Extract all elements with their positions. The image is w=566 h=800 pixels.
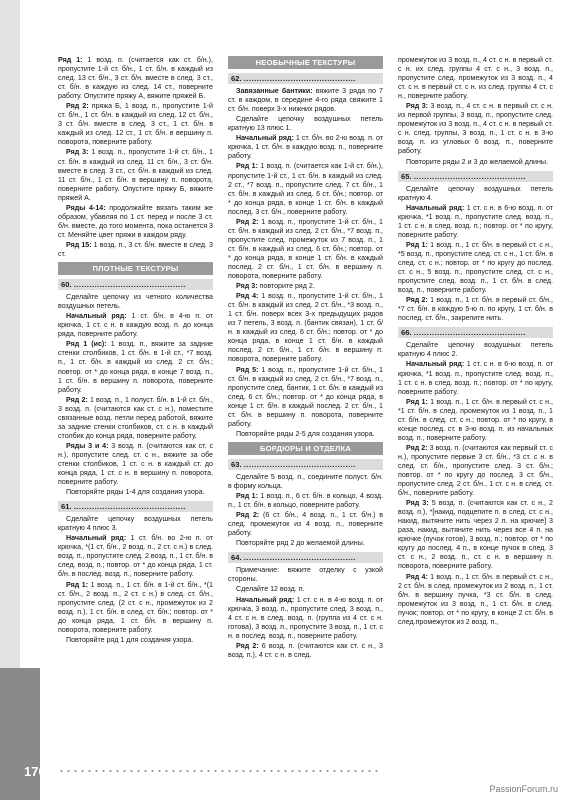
paragraph: Повторяйте ряды 2-5 для создания узора. [236, 429, 375, 438]
paragraph: Ряды 4-14: продолжайте вязать таким же образом, убавляя по 1 ст. перед и после 3 ст. б/н. вместе, до того момента, пока останется 3 ст. Меняйте цвет пряжи в каждом ряду. [58, 203, 214, 239]
paragraph: Сделайте цепочку воздушных петель кратную 13 плюс 1. [228, 115, 383, 133]
paragraph: Ряд 2: (6 ст. б/н., 4 возд. п., 1 ст. б/н.) в след. промежуток из 4 возд. п., поверните работу. [228, 511, 383, 538]
paragraph: Завязанные бантики: вяжите 3 ряда по 7 ст. в каждом, в середине 4-го ряда свяжите 1 ст. б/н. поверх 3-х нижних рядов. [228, 87, 383, 114]
dots: ........................................... [73, 280, 186, 290]
paragraph: Примечание: вяжите отделку с узкой стороны. [228, 566, 383, 584]
paragraph: Ряд 3: повторите ряд 2. [236, 282, 315, 291]
paragraph: промежуток из 3 возд. п., 4 ст. с н. в первый ст. с н. их след. группы 4 ст. с н., 3 возд. п., пропустите след. промежуток из 3 возд. п., 4 ст. с н. в первый ст. с н. из след. группы 4 ст. с н., поверните работу. [398, 56, 553, 101]
pattern-number: 62. [231, 74, 242, 84]
page-number: 170 [24, 764, 46, 779]
paragraph: Ряд 1 (ис): 1 возд. п., вяжите за задние стенки столбиков, 1 ст. б/н. в 1-й ст., *7 возд. п., 1 ст. б/н. в каждый из след. 2 ст. б/н.; повтор. от * до конца ряда, в конце 7 возд. п., 1 ст. б/н. в вершину п. поворота, поверните работу. [58, 340, 214, 394]
pattern-number: 63. [231, 459, 242, 469]
pattern-number-66 [398, 327, 553, 338]
paragraph: Повторите ряды 2 и 3 до желаемой длины. [406, 157, 548, 166]
paragraph: Ряд 1: 1 возд. п., 1 ст. б/н. в 1-й ст. б/н., *(1 ст. б/н., 2 возд. п., 2 ст. с н.) в след. ст. б/н., пропустите след. (2 ст. с н., промежуток из 2 возд. п.), 1 ст. б/н. в след. ст. б/н.; повтор. от * до конца ряда, 1 ст. б/н. в вершину п. поворота, поверните работу. [58, 580, 214, 634]
pattern-number: 64. [231, 553, 242, 563]
paragraph: Начальный ряд: 1 ст. б/н. в 4-ю п. от крючка, 1 ст. с н. в каждую возд. п. до конца ряда, поверните работу. [58, 312, 214, 339]
paragraph: Сделайте цепочку воздушных петель кратную 4 плюс 2. [398, 341, 553, 359]
pattern-number-60 [58, 279, 213, 290]
paragraph: Ряд 15: 1 возд. п., 3 ст. б/н. вместе в след. 3 ст. [58, 240, 213, 258]
paragraph: Ряд 4: 1 возд. п., пропустите 1-й ст. б/н., 1 ст. б/н. в каждый из след. 2 ст. б/н., *3 возд. п., 1 ст. б/н. поверх всех 3-х предыдущих рядов из 7 петель, 3 возд. п. (бантик связан), 1 ст. б/н. в каждый из след. 6 ст. б/н.; повтор. от * до конца ряда, в конце 1 ст. б/н. в каждый послед. 2 ст. б/н., 1 ст. б/н. в вершину п. поворота, поверните работу. [228, 292, 383, 364]
paragraph: Ряд 1: 1 возд. п. (считается как ст. б/н.), пропустите 1-й ст. б/н., 1 ст. б/н. в каждый из след. 13 ст. б/н., 3 ст. б/н. вместе в след. 3 ст., ст. б/н. в каждую из след. 14 ст., поверните работу. Опустите пряжу А, вяжите пряжей Б. [58, 56, 213, 101]
paragraph: Ряд 2: 1 возд. п., пропустите 1-й ст. б/н., 1 ст. б/н. в каждый из след. 2 ст. б/н., *7 возд. п., пропустите след. промежуток из 7 возд. п., 1 ст. б/н. в каждый из след. 6 ст. б/н.; повтор. от * до конца ряда, в конце 1 ст. б/н. в каждый послед. 2 ст. б/н., 1 ст. б/н. в вершину п. поворота, поверните работу. [228, 217, 383, 281]
page-number-tab [0, 668, 40, 800]
pattern-number: 65. [401, 171, 412, 181]
paragraph: Ряд 2: 6 возд. п. (считаются как ст. с н., 3 возд. п.), 4 ст. с н. в след. [228, 641, 383, 659]
paragraph: Ряд 1: 1 возд. п. (считается как 1-й ст. б/н.), пропустите 1-й ст., 1 ст. б/н. в каждый из след. 2 ст., *7 возд. п., пропустите след. 7 ст. б/н., 1 ст. б/н. в каждый из след. 6 ст. б/н.; повтор. от * до конца ряда, в конце 1 ст. б/н. в каждый послед. 3 ст. б/н., поверните работу. [228, 162, 384, 216]
pattern-number: 66. [401, 328, 412, 338]
column-1 [58, 56, 213, 646]
pattern-number-65 [398, 171, 553, 182]
section-header-unusual-textures: НЕОБЫЧНЫЕ ТЕКСТУРЫ [228, 56, 383, 69]
column-2 [228, 56, 383, 661]
pattern-number-63 [228, 459, 383, 470]
paragraph: Начальный ряд: 1 ст. с н. в 6-ю возд. п. от крючка, *1 возд. п., пропустите след. возд. п., 1 ст. с н. в след. возд. п.; повтор. от * по кругу, поверните работу. [398, 203, 553, 239]
pattern-number-64 [228, 552, 383, 563]
paragraph: Начальный ряд: 1 ст. с н. в 6-ю возд. п. от крючка, *1 возд. п., пропустите след. возд. п., 1 ст. с н. в след. возд. п.; повтор. от * по кругу, поверните работу. [398, 360, 553, 396]
dots: ........................................... [73, 502, 186, 512]
paragraph: Ряд 1: 1 возд. п., 1 ст. б/н. в первый ст. с н., *5 возд. п., пропустите след. ст. с н., 1 ст. б/н. в след. ст. с н.; повтор. от * по кругу до послед. ст. с н., 5 возд. п., пропустите след. ст. с н., пропустите след. возд. п., 1 ст. б/н. в след. возд. п., поверните работу. [398, 240, 554, 295]
dots: ........................................... [243, 553, 356, 563]
paragraph: Ряд 3: 3 возд. п., 4 ст. с н. в первый ст. с н. из первой группы, 3 возд. п., пропустите след. промежуток из 3 возд. п., 4 ст. с н. в первый ст. с н. след. группы, 3 возд. п., 1 ст. с н. в 3-ю возд. п. из угловых 6 возд. п., поверните работу. [398, 102, 554, 156]
paragraph: Ряд 2: пряжа Б, 1 возд. п., пропустите 1-й ст. б/н., 1 ст. б/н. в каждый из след. 12 ст. б/н., 3 ст. б/н. вместе в след. 3 ст., 1 ст. б/н. в каждый из след. 12 ст., 1 ст. б/н. в вершину п. поворота, поверните работу. [58, 102, 213, 147]
paragraph: Ряд 2: 1 возд. п., 1 ст. б/н. в первый ст. б/н., *7 ст. б/н. в каждую 5-ю п. по кругу, 1 ст. б/н. в послед. ст. б/н., закрепите нить. [398, 296, 554, 323]
section-header-dense-textures: ПЛОТНЫЕ ТЕКСТУРЫ [58, 262, 213, 275]
paragraph: Повторяйте ряд 1 для создания узора. [66, 635, 194, 644]
paragraph: Ряд 2: 3 возд. п. (считаются как первый ст. с н.), пропустите первые 3 ст. б/н., *3 ст. с н. в след. ст. б/н., пропустите след. 3 ст. б/н.; повтор. от * по кругу до послед. 3 ст. б/н., пропустите след. 2 ст. б/н., 1 ст. с н. в след. ст. б/н., поверните работу. [398, 443, 553, 498]
dots: ........................................... [243, 74, 356, 84]
paragraph: Повторяйте ряды 1-4 для создания узора. [66, 488, 205, 497]
paragraph: Ряд 1: 1 возд. п., 6 ст. б/н. в кольцо, 4 возд. п., 1 ст. б/н. в кольцо, поверните работу. [228, 492, 384, 510]
paragraph: Повторяйте ряд 2 до желаемой длины. [236, 539, 365, 548]
paragraph: Ряд 4: 1 возд. п., 1 ст. б/н. в первый ст. с н., 2 ст. б/н. в след. промежуток из 2 возд. п., 1 ст. б/н. в вершину пучка, *3 ст. б/н. в след. промежуток из 3 возд. п., 1 ст. б/н. в след. пучок; повтор. от * по кругу, в конце 2 ст. б/н. в след.промежуток из 2 возд. п., [398, 572, 554, 626]
section-header-borders: БОРДЮРЫ И ОТДЕЛКА [228, 442, 383, 455]
paragraph: Ряд 3: 1 возд. п., пропустите 1-й ст. б/н., 1 ст. б/н. в каждый из след. 11 ст. б/н., 3 ст. б/н. вместе в след. 3 ст., ст. б/н. в каждый из след. 11 ст. б/н., 1 ст. б/н. в вершину п. поворота, поверните работу. Опустите пряжу Б, вяжите пряжей А. [58, 148, 213, 202]
paragraph: Ряд 2: 1 возд. п., 1 полуст. б/н. в 1-й ст. б/н., 3 возд. п. (считаются как ст. с н.), поместите связанные возд. петли перед работой, вяжите за задние стенки столбиков, ст. с н. в каждый столбик до конца ряда, поверните работу. [58, 395, 213, 440]
pattern-number-61 [58, 501, 213, 512]
dots: ........................................... [413, 328, 526, 338]
paragraph: Ряды 3 и 4: 3 возд. п. (считаются как ст. с н.), пропустите след. ст. с н., вяжите за обе стенки столбиков, 1 ст. с н. в каждый ст. до конца ряда, 1 ст. с н. в вершину п. поворота, поверните работу. [58, 441, 213, 487]
pattern-number: 60. [61, 280, 72, 290]
dots: ........................................... [243, 459, 356, 469]
footer-dotted-line [58, 770, 378, 772]
paragraph: Сделайте цепочку из четного количества воздушных петель. [58, 293, 213, 311]
paragraph: Начальный ряд: 1 ст. б/н. во 2-ю п. от крючка, *(1 ст. б/н., 2 возд. п., 2 ст. с н.) в след. возд. п., пропустите след. 2 возд. п., 1 ст. б/н. в след. возд. п.; повтор. от * до конца ряда, 1 ст. б/н. в послед. возд. п., поверните работу. [58, 534, 213, 579]
paragraph: Ряд 1: 1 возд. п., 1 ст. б/н. в первый ст. с н., *1 ст. б/н. в след. промежуток из 1 возд. п., 1 ст. б/н. в след. ст. с н.; повтор. от * по кругу, в конце послед. ст. в 3-ю возд. п. из начальных возд. п., поверните работу. [398, 397, 554, 442]
pattern-number-62 [228, 73, 383, 84]
paragraph: Начальный ряд: 1 ст. б/н. во 2-ю возд. п. от крючка, 1 ст. б/н. в каждую возд. п., поверните работу. [228, 134, 383, 161]
paragraph: Ряд 5: 1 возд. п., пропустите 1-й ст. б/н., 1 ст. б/н. в каждый из след. 2 ст. б/н., *7 возд. п., пропустите след. бантик, 1 ст. б/н. в каждый из след. 6 ст. б/н.; повтор. от * до конца ряда, в конце 1 ст. б/н. в каждый послед. 2 ст. б/н., 1 ст. б/н. в вершину п. поворота, поверните работу. [228, 365, 383, 428]
watermark: PassionForum.ru [489, 784, 558, 794]
paragraph: Сделайте 12 возд. п. [236, 585, 305, 594]
column-3 [398, 56, 553, 628]
paragraph: Сделайте 5 возд. п., соедините полуст. б/н. в форму кольца. [228, 472, 383, 491]
paragraph: Сделайте цепочку воздушных петель кратную 4 плюс 3. [58, 515, 213, 533]
pattern-number: 61. [61, 502, 72, 512]
dots: ........................................... [413, 171, 526, 181]
paragraph: Ряд 3: 5 возд. п. (считаются как ст. с н., 2 возд. п.), *[накид, подцепите п. в след. ст. с н., накид, вытяните нить через 2 п. на крючке] 3 раза, накид, вытяните нить через все 4 п. на крючке (пучок готов), 3 возд. п.; повтор. от * по кругу до послед. 4 п., в конце пучок в след. 3 ст. с н., 2 возд. п., ст. с н. в вершину п. поворота, поверните работу. [398, 499, 553, 571]
paragraph: Сделайте цепочку воздушных петель кратную 4. [398, 184, 553, 202]
paragraph: Начальный ряд: 1 ст. с н. в 4-ю возд. п. от крючка, 3 возд. п., пропустите след. 3 возд. п., 4 ст. с н. в след. возд. п. (группа из 4 ст. с н. готова), 3 возд. п., пропустите 3 возд. п., 1 ст. с н. в послед. возд. п., поверните работу. [228, 595, 383, 640]
